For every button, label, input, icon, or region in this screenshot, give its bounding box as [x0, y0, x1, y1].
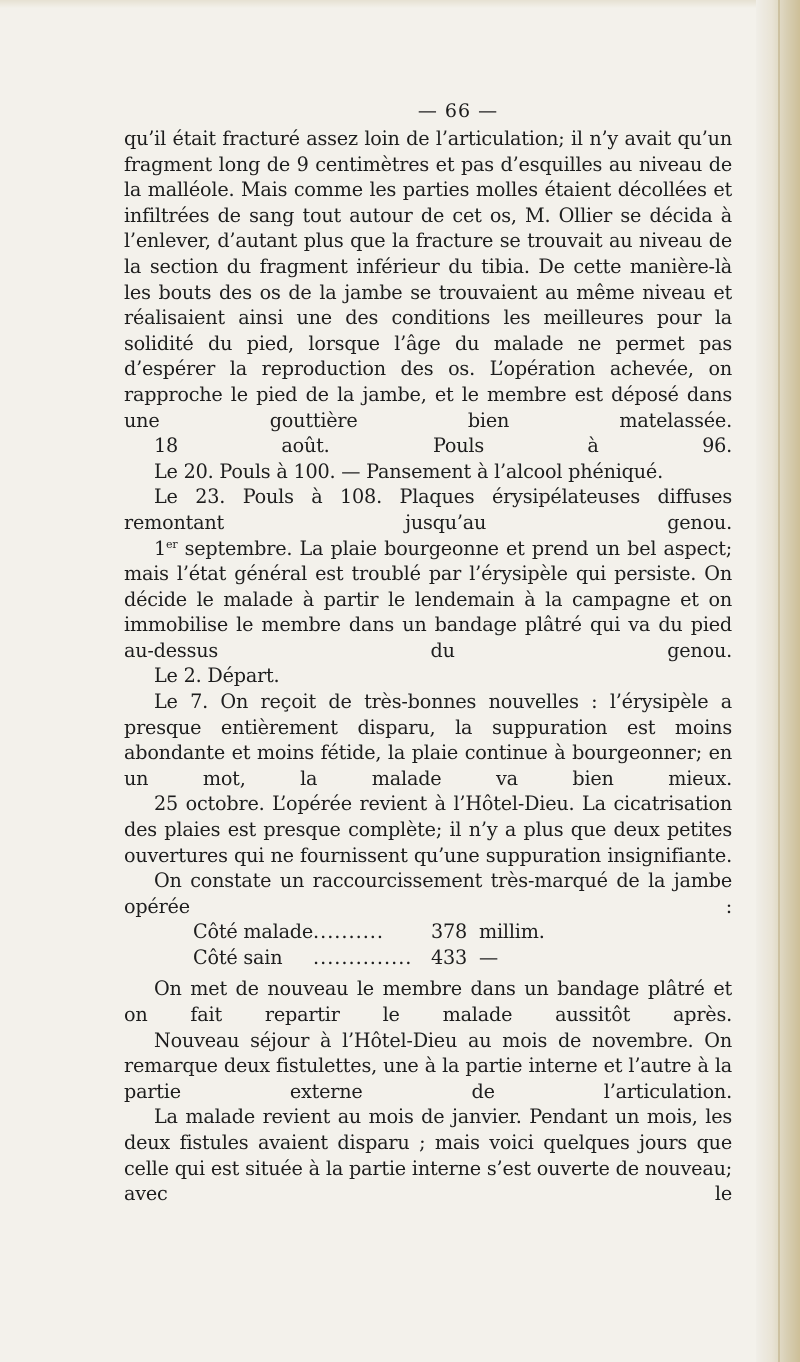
table-row	[124, 945, 732, 971]
paragraph-1: qu’il était fracturé assez loin de l’articulation; il n’y avait qu’un fragment long de 9 centimètres et pas d’esquilles au niveau de la malléole. Mais comme les parties molles étaient décollées et infiltrées de sang tout autour de cet os, M. Ollier se décida à l’enlever, d’autant plus que la fracture se trouvait au niveau de la section du fragment inférieur du tibia. De cette manière-là les bouts des os de la jambe se trouvaient au même niveau et réalisaient ainsi une des conditions les meilleures pour la solidité du pied, lorsque l’âge du malade ne permet pas d’espérer la reproduction des os. L’opération achevée, on rapproche le pied de la jambe, et le membre est déposé dans une gouttière bien matelassée.	[124, 127, 732, 432]
paragraph-8: 25 octobre. L’opérée revient à l’Hôtel-Dieu. La cicatrisation des plaies est presque complète; il n’y a plus que deux petites ouvertures qui ne fournissent qu’une suppuration insignifiante.	[124, 792, 732, 867]
page-number: — 66 —	[417, 100, 499, 122]
paragraph-6: Le 2. Départ.	[154, 664, 280, 688]
paragraph-5-text: septembre. La plaie bourgeonne et prend un bel aspect; mais l’état général est troublé par l’érysipèle qui persiste. On décide le malade à partir le lendemain à la campagne et on immobilise le membre dans un bandage plâtré qui va du pied au-dessus du genou.	[124, 536, 732, 662]
row-value: 378	[430, 920, 467, 944]
page-edge-line	[778, 0, 780, 1362]
leader-dots: ..............	[313, 946, 413, 969]
superscript-er: er	[166, 537, 178, 551]
paragraph-9: On constate un raccourcissement très-marqué de la jambe opérée :	[124, 869, 732, 918]
table-row	[124, 919, 732, 945]
paragraph-2: 18 août. Pouls à 96.	[154, 434, 732, 458]
superscript-number: 1	[154, 536, 167, 560]
paragraph-5	[124, 536, 732, 664]
row-unit: —	[479, 946, 498, 969]
page-top-shadow	[0, 0, 800, 8]
measurement-table	[124, 919, 732, 970]
paragraph-7: Le 7. On reçoit de très-bonnes nouvelles : l’érysipèle a presque entièrement disparu, la suppuration est moins abondante et moins fétide, la plaie continue à bourgeonner; en un mot, la malade va bien mieux.	[124, 690, 732, 790]
row-unit: millim.	[479, 920, 545, 944]
page-text	[124, 96, 732, 1207]
paragraph-11: Nouveau séjour à l’Hôtel-Dieu au mois de novembre. On remarque deux fistulettes, une à la partie interne et l’autre à la partie externe de l’articulation.	[124, 1028, 732, 1103]
row-value: 433	[430, 946, 467, 969]
paragraph-12: La malade revient au mois de janvier. Pendant un mois, les deux fistules avaient disparu ; mais voici quelques jours que celle qui est située à la partie interne s’est ouverte de nouveau; avec le	[124, 1105, 732, 1206]
paragraph-4: Le 23. Pouls à 108. Plaques érysipélateuses diffuses remontant jusqu’au genou.	[124, 485, 732, 534]
row-label: Côté malade	[193, 920, 314, 944]
paragraph-3: Le 20. Pouls à 100. — Pansement à l’alcool phéniqué.	[154, 459, 663, 483]
row-label: Côté sain	[193, 946, 283, 969]
paragraph-10: On met de nouveau le membre dans un bandage plâtré et on fait repartir le malade aussitôt après.	[124, 977, 732, 1026]
leader-dots: ..........	[313, 920, 384, 944]
